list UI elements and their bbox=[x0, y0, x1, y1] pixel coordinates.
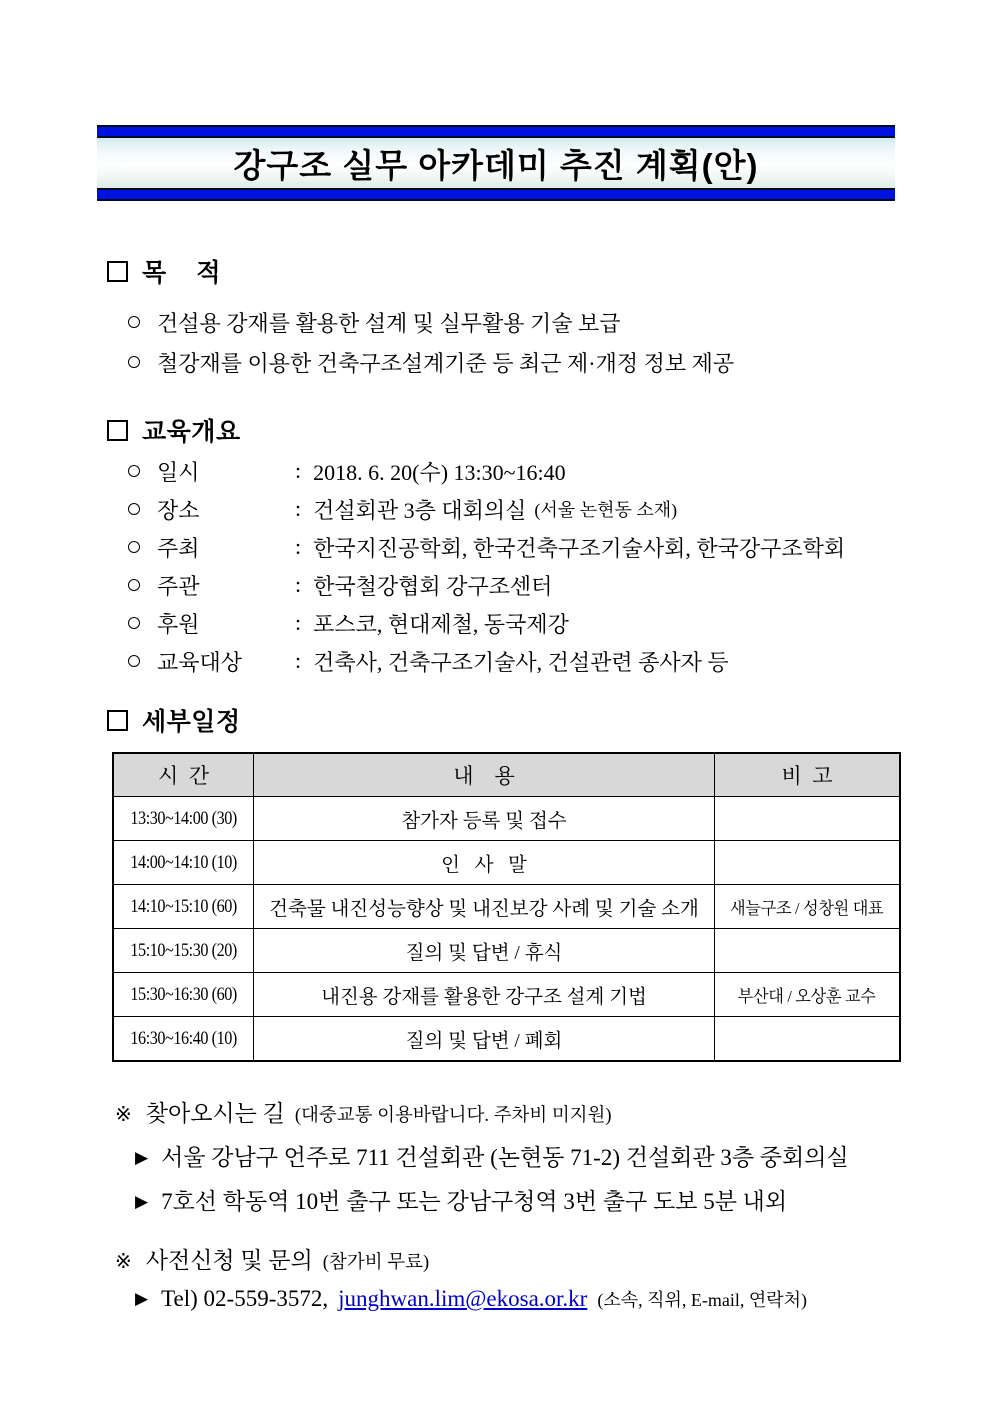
address-text: 7호선 학동역 10번 출구 또는 강남구청역 3번 출구 도보 5분 내외 bbox=[161, 1189, 788, 1214]
label-separator: : bbox=[295, 572, 302, 597]
cell-note bbox=[715, 797, 901, 841]
purpose-list bbox=[128, 302, 734, 382]
cell-note bbox=[715, 841, 901, 885]
banner-top-bar bbox=[97, 125, 895, 138]
list-item bbox=[128, 604, 853, 642]
circle-bullet-icon bbox=[128, 617, 140, 629]
reference-mark-icon: ※ bbox=[115, 1102, 132, 1126]
directions-line bbox=[135, 1139, 849, 1172]
list-item bbox=[128, 342, 734, 382]
label-separator: : bbox=[295, 458, 302, 483]
content-text: 내진용 강재를 활용한 강구조 설계 기법 bbox=[321, 986, 647, 1008]
contact-suffix: (소속, 직위, E-mail, 연락처) bbox=[597, 1290, 808, 1310]
label-separator: : bbox=[295, 534, 302, 559]
field-label: 장소 bbox=[157, 497, 200, 523]
table-row bbox=[113, 929, 900, 973]
time-text: 14:10~15:10 (60) bbox=[130, 895, 237, 917]
section-heading-schedule bbox=[107, 702, 241, 738]
arrow-icon: ▶ bbox=[135, 1192, 149, 1212]
table-row bbox=[113, 841, 900, 885]
table-header-row bbox=[113, 753, 900, 797]
field-value: 한국철강협회 강구조센터 bbox=[313, 573, 553, 599]
circle-bullet-icon bbox=[128, 579, 140, 591]
time-text: 15:30~16:30 (60) bbox=[130, 983, 237, 1005]
table-row bbox=[113, 797, 900, 841]
content-text: 인 사 말 bbox=[441, 854, 527, 876]
field-value: 건축사, 건축구조기술사, 건설관련 종사자 등 bbox=[313, 649, 729, 675]
directions-heading bbox=[115, 1095, 849, 1128]
directions-note: (대중교통 이용바랍니다. 주차비 미지원) bbox=[294, 1106, 612, 1126]
section-heading-overview bbox=[107, 412, 241, 448]
contact-line bbox=[135, 1286, 807, 1312]
table-row bbox=[113, 1017, 900, 1062]
label-separator: : bbox=[295, 496, 302, 521]
list-item bbox=[128, 642, 853, 680]
cell-content bbox=[254, 973, 715, 1017]
label-separator: : bbox=[295, 610, 302, 635]
contact-block bbox=[115, 1242, 807, 1312]
purpose-item-text: 철강재를 이용한 건축구조설계기준 등 최근 제·개정 정보 제공 bbox=[157, 350, 735, 376]
circle-bullet-icon bbox=[128, 356, 140, 368]
label-separator: : bbox=[295, 648, 302, 673]
email-link[interactable]: junghwan.lim@ekosa.or.kr bbox=[338, 1286, 588, 1311]
section-title: 세부일정 bbox=[142, 708, 241, 736]
cell-time bbox=[113, 841, 254, 885]
note-text: 새늘구조 / 성창원 대표 bbox=[730, 899, 884, 918]
cell-content bbox=[254, 929, 715, 973]
reference-mark-icon: ※ bbox=[115, 1249, 132, 1273]
cell-content bbox=[254, 797, 715, 841]
section-heading-purpose bbox=[107, 253, 221, 289]
column-header-content: 내 용 bbox=[254, 753, 715, 797]
column-header-note: 비 고 bbox=[715, 753, 901, 797]
directions-title: 찾아오시는 길 bbox=[145, 1101, 285, 1126]
cell-note bbox=[715, 973, 901, 1017]
circle-bullet-icon bbox=[128, 316, 140, 328]
schedule-table bbox=[112, 752, 901, 1062]
content-text: 질의 및 답변 / 폐회 bbox=[405, 1030, 563, 1052]
field-label: 교육대상 bbox=[157, 649, 243, 675]
cell-note bbox=[715, 1017, 901, 1062]
field-label: 후원 bbox=[157, 611, 200, 637]
cell-time bbox=[113, 929, 254, 973]
cell-time bbox=[113, 885, 254, 929]
list-item bbox=[128, 452, 853, 490]
section-title: 교육개요 bbox=[142, 418, 241, 446]
field-value: 한국지진공학회, 한국건축구조기술사회, 한국강구조학회 bbox=[313, 535, 846, 561]
directions-block bbox=[115, 1095, 849, 1216]
cell-content bbox=[254, 841, 715, 885]
table-row bbox=[113, 885, 900, 929]
contact-heading bbox=[115, 1242, 807, 1275]
field-label: 주최 bbox=[157, 535, 200, 561]
purpose-item-text: 건설용 강재를 활용한 설계 및 실무활용 기술 보급 bbox=[157, 310, 621, 336]
overview-list bbox=[128, 452, 853, 680]
list-item bbox=[128, 528, 853, 566]
field-label: 일시 bbox=[157, 459, 200, 485]
cell-note bbox=[715, 885, 901, 929]
contact-title: 사전신청 및 문의 bbox=[145, 1248, 313, 1273]
banner-body bbox=[97, 138, 895, 188]
field-value: 건설회관 3층 대회의실 bbox=[313, 497, 527, 523]
circle-bullet-icon bbox=[128, 541, 140, 553]
banner-bottom-bar bbox=[97, 188, 895, 201]
arrow-icon: ▶ bbox=[135, 1148, 149, 1168]
cell-time bbox=[113, 1017, 254, 1062]
square-bullet-icon bbox=[107, 710, 128, 731]
address-text: 서울 강남구 언주로 711 건설회관 (논현동 71-2) 건설회관 3층 중회의실 bbox=[161, 1145, 849, 1170]
directions-line bbox=[135, 1183, 849, 1216]
section-title: 목 적 bbox=[142, 259, 222, 287]
time-text: 13:30~14:00 (30) bbox=[130, 807, 237, 829]
title-banner bbox=[97, 125, 895, 201]
list-item bbox=[128, 490, 853, 528]
contact-note: (참가비 무료) bbox=[322, 1253, 430, 1273]
cell-content bbox=[254, 885, 715, 929]
column-header-time: 시 간 bbox=[113, 753, 254, 797]
square-bullet-icon bbox=[107, 261, 128, 282]
content-text: 참가자 등록 및 접수 bbox=[401, 810, 567, 832]
table-row bbox=[113, 973, 900, 1017]
content-text: 질의 및 답변 / 휴식 bbox=[405, 942, 563, 964]
field-value: 2018. 6. 20(수) 13:30~16:40 bbox=[313, 459, 566, 485]
square-bullet-icon bbox=[107, 420, 128, 441]
cell-time bbox=[113, 797, 254, 841]
cell-time bbox=[113, 973, 254, 1017]
field-label: 주관 bbox=[157, 573, 200, 599]
phone-number: Tel) 02-559-3572, bbox=[161, 1286, 329, 1311]
list-item bbox=[128, 566, 853, 604]
time-text: 15:10~15:30 (20) bbox=[130, 939, 237, 961]
note-text: 부산대 / 오상훈 교수 bbox=[738, 987, 876, 1006]
arrow-icon: ▶ bbox=[135, 1289, 149, 1309]
cell-note bbox=[715, 929, 901, 973]
circle-bullet-icon bbox=[128, 655, 140, 667]
circle-bullet-icon bbox=[128, 465, 140, 477]
time-text: 16:30~16:40 (10) bbox=[130, 1027, 237, 1049]
cell-content bbox=[254, 1017, 715, 1062]
page-title: 강구조 실무 아카데미 추진 계획(안) bbox=[233, 146, 759, 184]
field-value: 포스코, 현대제철, 동국제강 bbox=[313, 611, 569, 637]
circle-bullet-icon bbox=[128, 503, 140, 515]
list-item bbox=[128, 302, 734, 342]
time-text: 14:00~14:10 (10) bbox=[130, 851, 237, 873]
content-text: 건축물 내진성능향상 및 내진보강 사례 및 기술 소개 bbox=[269, 898, 699, 920]
field-note: (서울 논현동 소재) bbox=[534, 500, 678, 520]
